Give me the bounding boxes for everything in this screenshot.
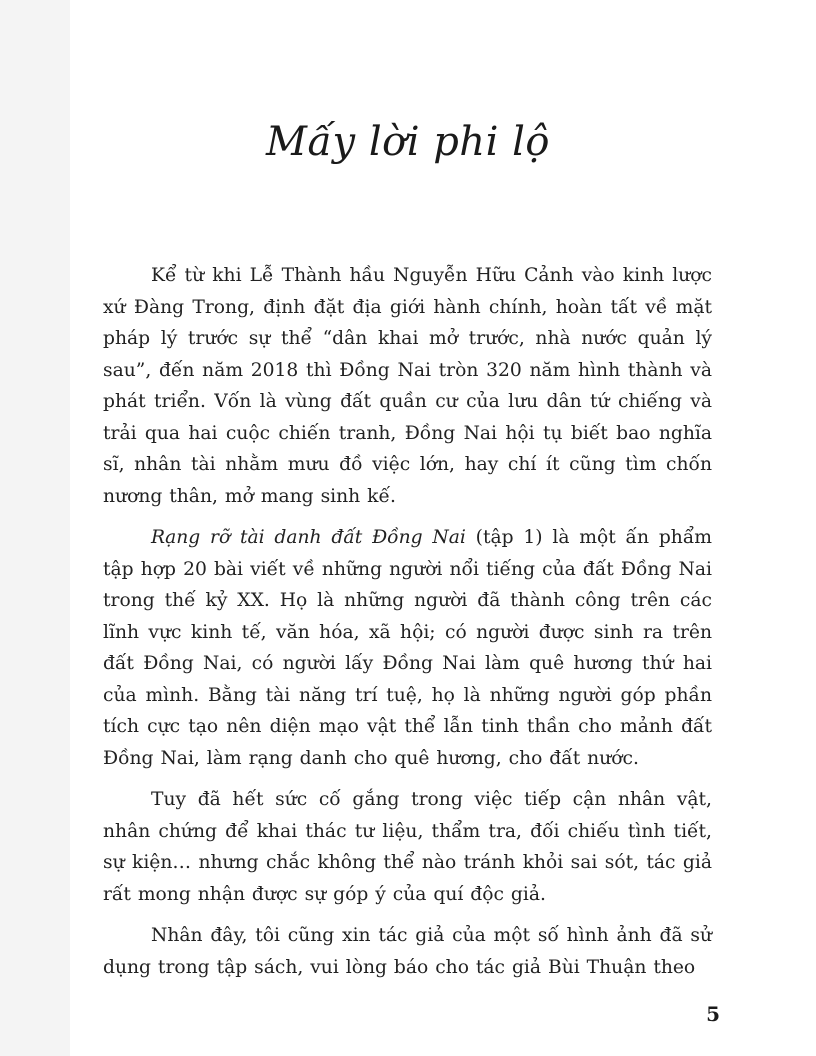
paragraph-2 [103, 522, 712, 774]
paragraph-3: Tuy đã hết sức cố gắng trong việc tiếp cận nhân vật, nhân chứng để khai thác tư liệu, thẩm tra, đối chiếu tình tiết, sự kiện… nhưng chắc không thể nào tránh khỏi sai sót, tác giả rất mong nhận được sự góp ý của quí độc giả. [103, 789, 712, 905]
paragraph-1: Kể từ khi Lễ Thành hầu Nguyễn Hữu Cảnh vào kinh lược xứ Đàng Trong, định đặt địa giới hành chính, hoàn tất về mặt pháp lý trước sự thể “dân khai mở trước, nhà nước quản lý sau”, đến năm 2018 thì Đồng Nai tròn 320 năm hình thành và phát triển. Vốn là vùng đất quần cư của lưu dân tứ chiếng và trải qua hai cuộc chiến tranh, Đồng Nai hội tụ biết bao nghĩa sĩ, nhân tài nhằm mưu đồ việc lớn, hay chí ít cũng tìm chốn nương thân, mở mang sinh kế. [103, 265, 712, 507]
paragraph-4: Nhân đây, tôi cũng xin tác giả của một số hình ảnh đã sử dụng trong tập sách, vui lòng báo cho tác giả Bùi Thuận theo [103, 925, 712, 978]
page-title: Mấy lời phi lộ [266, 119, 550, 165]
paragraph-2-text: (tập 1) là một ấn phẩm tập hợp 20 bài viết về những người nổi tiếng của đất Đồng Nai trong thế kỷ XX. Họ là những người đã thành công trên các lĩnh vực kinh tế, văn hóa, xã hội; có người được sinh ra trên đất Đồng Nai, có người lấy Đồng Nai làm quê hương thứ hai của mình. Bằng tài năng trí tuệ, họ là những người góp phần tích cực tạo nên diện mạo vật thể lẫn tinh thần cho mảnh đất Đồng Nai, làm rạng danh cho quê hương, cho đất nước. [103, 527, 713, 769]
book-title-italic: Rạng rỡ tài danh đất Đồng Nai [151, 527, 466, 548]
page-body [103, 260, 712, 983]
page-number: 5 [706, 1002, 720, 1026]
